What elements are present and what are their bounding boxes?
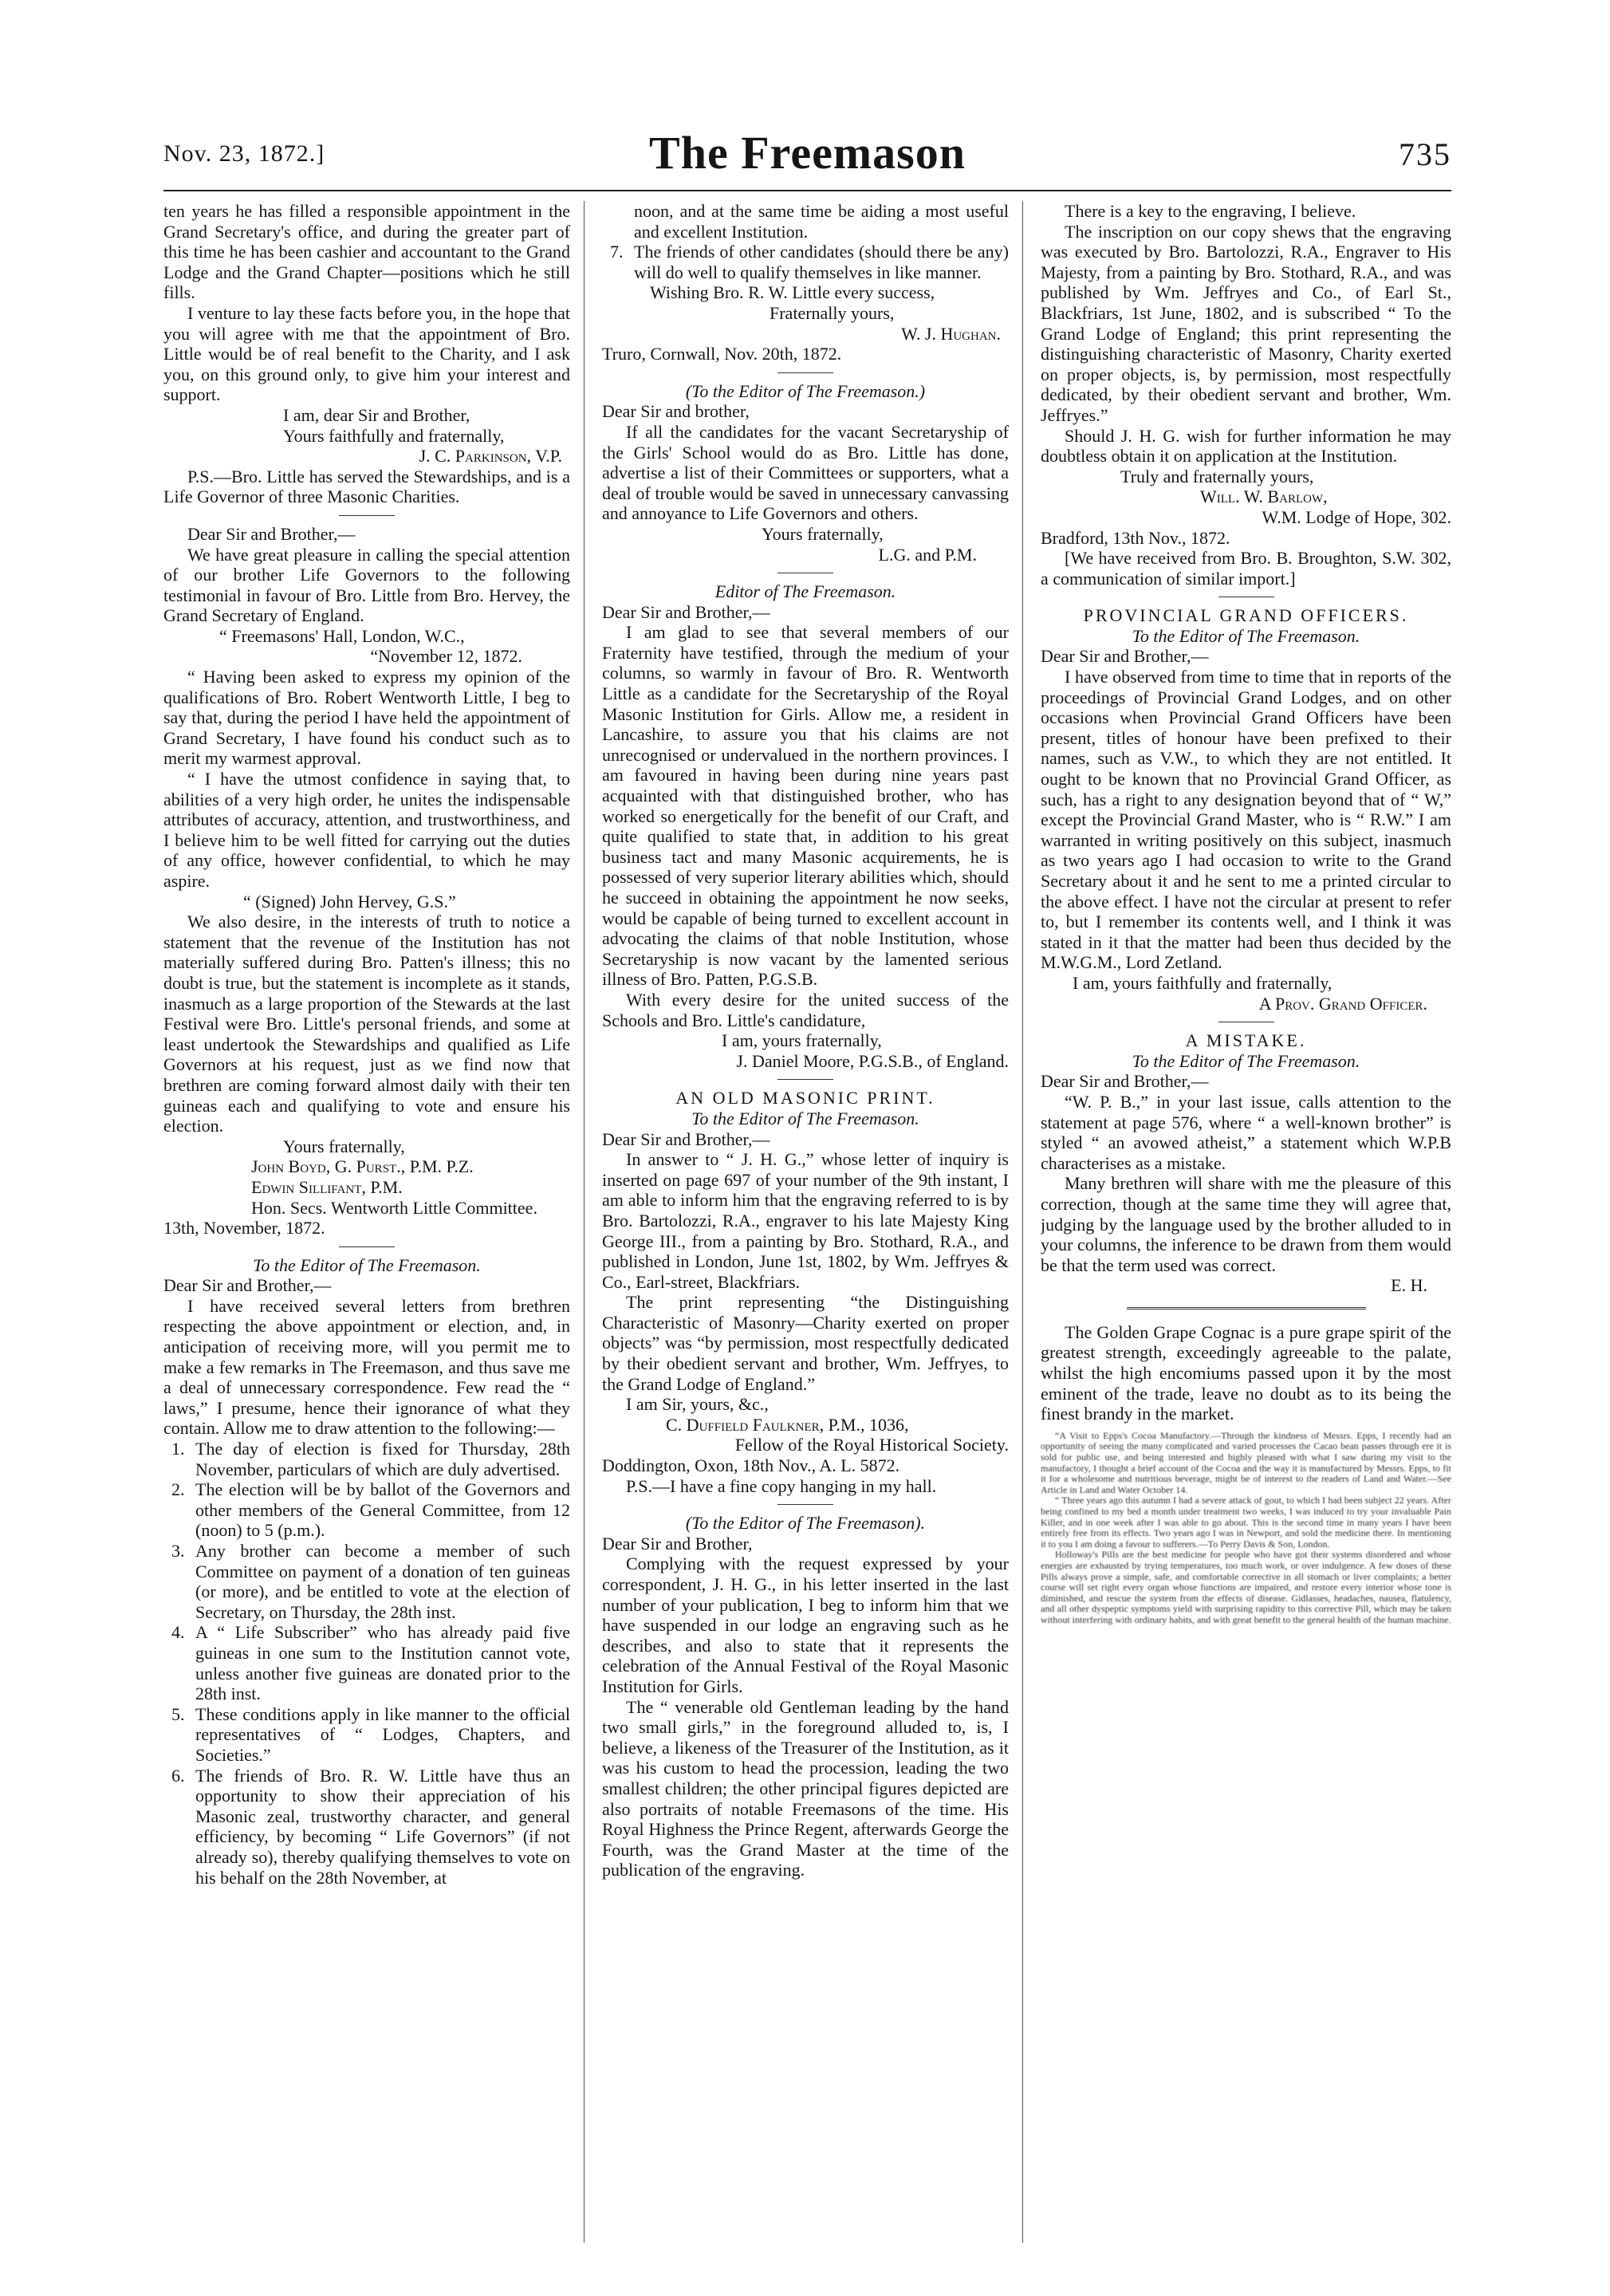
letter-paragraph: ten years he has filled a responsible appointment in the Grand Secretary's office, and during the greater part of this time he has been cashier and accountant to the Grand Lodge and the Grand Chapter—positions which he still fills. bbox=[163, 201, 570, 303]
issue-date: Nov. 23, 1872.] bbox=[163, 140, 325, 167]
list-item bbox=[163, 1439, 570, 1479]
list-number: 5. bbox=[171, 1703, 185, 1724]
letter-paragraph: We also desire, in the interests of truth to notice a statement that the revenue of the Institution has not materially suffered during Bro. Patten's illness; this no doubt is true, but the statement is incomplete as it stands, inasmuch as a large proportion of the Stewards at the last Festival were Bro. Little's personal friends, and some at least undertook the Stewardships and qualified as Life Governors at his request, just as we find now that brethren are coming forward almost daily with their ten guineas each and qualifying to vote and ensure his election. bbox=[163, 912, 570, 1136]
letter-paragraph: The inscription on our copy shews that the engraving was executed by Bro. Bartolozzi, R.A., Engraver to His Majesty, from a painting by Bro. Stothard, R.A., and was published by Wm. Jeffryes and Co., of Earl St., Blackfriars, 1st June, 1802, and is subscribed “ To the Grand Lodge of England; this print representing the distinguishing characteristic of Masonry, Charity exerted on proper objects, is, by permission, most respectfully dedicated, by their obedient servant and brother, Wm. Jeffryes.” bbox=[1041, 221, 1451, 425]
letter-closing: Truly and fraternally yours, bbox=[1120, 466, 1314, 486]
section-heading: PROVINCIAL GRAND OFFICERS. bbox=[1083, 605, 1409, 626]
letter-salutation: Dear Sir and Brother,— bbox=[1041, 646, 1209, 667]
letter-salutation: Dear Sir and Brother, bbox=[602, 1533, 753, 1554]
letter-closing: I am, yours faithfully and fraternally, bbox=[1073, 972, 1332, 993]
letter-salutation: Dear Sir and Brother,— bbox=[602, 1128, 770, 1149]
list-text: These conditions apply in like manner to the official representatives of “ Lodges, Chapters, and Societies.” bbox=[195, 1703, 570, 1765]
column-3 bbox=[1041, 201, 1451, 2243]
section-heading: AN OLD MASONIC PRINT. bbox=[675, 1088, 935, 1109]
letter-date: “November 12, 1872. bbox=[370, 646, 522, 667]
letter-salutation: Dear Sir and Brother,— bbox=[163, 1275, 332, 1296]
letter-salutation: Dear Sir and Brother,— bbox=[1041, 1071, 1209, 1092]
section-rule bbox=[339, 1246, 395, 1247]
letter-closing: I am Sir, yours, &c., bbox=[626, 1394, 769, 1415]
column-2 bbox=[602, 201, 1009, 2243]
section-rule bbox=[777, 372, 833, 373]
letter-signature: Hon. Secs. Wentworth Little Committee. bbox=[251, 1197, 537, 1218]
letter-paragraph: Many brethren will share with me the pleasure of this correction, though at the same time they will agree that, judging by the language used by the brother alluded to in your columns, the inference to be drawn from them would be that the term used was correct. bbox=[1041, 1173, 1451, 1275]
list-item bbox=[163, 1541, 570, 1622]
list-item bbox=[163, 1704, 570, 1766]
section-rule-double bbox=[1127, 1307, 1366, 1311]
letter-paragraph: There is a key to the engraving, I believe. bbox=[1065, 201, 1356, 221]
letter-signature: L.G. and P.M. bbox=[878, 544, 977, 565]
quoted-paragraph: “ I have the utmost confidence in saying that, to abilities of a very high order, he unites the indispensable attributes of accuracy, attention, and trustworthiness, and I believe him to be well fitted for carrying out the duties of any office, however confidential, to which he may aspire. bbox=[163, 769, 570, 891]
page-number: 735 bbox=[1399, 136, 1451, 172]
advertisement-fine-print: “A Visit to Epps's Cocoa Manufactory.—Through the kindness of Messrs. Epps, I recently had an opportunity of seeing the many complicated and varied processes the Cacao bean passes through ere it is sold for public use, and being interested and highly pleased with what I saw during my visit to the manufactory, I thought a brief account of the Cocoa and the way it is manufactured by Messrs. Epps, to fit it for a wholesome and nutritious beverage, might be of interest to the readers of Land and Water.—See Article in Land and Water October 14. bbox=[1041, 1429, 1451, 1495]
letter-salutation: Dear Sir and Brother,— bbox=[187, 523, 356, 544]
election-rules-list bbox=[163, 1439, 570, 1888]
letter-signature: Edwin Sillifant, P.M. bbox=[251, 1176, 403, 1197]
letter-paragraph: Should J. H. G. wish for further information he may doubtless obtain it on application at the Institution. bbox=[1041, 425, 1451, 467]
letter-signature: Fellow of the Royal Historical Society. bbox=[734, 1435, 1009, 1455]
letter-date: 13th, November, 1872. bbox=[163, 1218, 325, 1239]
editor-address: Editor of The Freemason. bbox=[714, 581, 896, 602]
letter-paragraph: The “ venerable old Gentleman leading by the hand two small girls,” in the foreground alluded to, is, I believe, a likeness of the Treasurer of the Institution, as it was his custom to head the procession, leading the two smallest children; the other principal figures depicted are also portraits of notable Freemasons of the time. His Royal Highness the Prince Regent, afterwards George the Fourth, was the Grand Master at the time of the publication of the engraving. bbox=[602, 1696, 1009, 1881]
column-1 bbox=[163, 201, 570, 2243]
letter-signature: W. J. Hughan. bbox=[901, 323, 1001, 344]
letter-place-date: Bradford, 13th Nov., 1872. bbox=[1041, 527, 1230, 548]
advertisement-fine-print: “ Three years ago this autumn I had a severe attack of gout, to which I had been subject 22 years. After being confined to my bed a month under treatment two weeks, I was induced to try your invaluable Pain Killer, and in one week after I was able to go about. This is the second time in many years I have been entirely free from its effects. Two years ago I was in Newport, and sold the medicine there. In mentioning it to you I am doing a favour to sufferers.—To Perry Davis & Son, London. bbox=[1041, 1495, 1451, 1550]
list-number: 2. bbox=[171, 1479, 185, 1500]
election-rules-list bbox=[602, 242, 1009, 282]
masthead-rule bbox=[163, 190, 1451, 191]
column-divider bbox=[584, 201, 585, 2243]
letter-closing: I am, dear Sir and Brother, bbox=[283, 404, 470, 425]
list-item bbox=[163, 1622, 570, 1703]
list-item bbox=[163, 1479, 570, 1541]
section-rule bbox=[777, 1504, 833, 1505]
list-item bbox=[602, 242, 1009, 282]
letter-closing: Wishing Bro. R. W. Little every success, bbox=[650, 282, 935, 303]
letter-postscript: P.S.—I have a fine copy hanging in my hall. bbox=[626, 1475, 937, 1496]
list-text: The friends of other candidates (should there be any) will do well to qualify themselves in like manner. bbox=[634, 242, 1009, 282]
letter-paragraph: Complying with the request expressed by your correspondent, J. H. G., in his letter inserted in the last number of your publication, I beg to inform him that we have suspended in our lodge an engraving such as he describes, and also to state that it represents the celebration of the Annual Festival of the Royal Masonic Institution for Girls. bbox=[602, 1554, 1009, 1696]
letter-closing: I am, yours fraternally, bbox=[722, 1030, 882, 1051]
letter-paragraph: With every desire for the united success of the Schools and Bro. Little's candidature, bbox=[602, 989, 1009, 1030]
letter-closing: Yours fraternally, bbox=[762, 523, 884, 544]
letter-address: “ Freemasons' Hall, London, W.C., bbox=[219, 625, 465, 646]
quoted-paragraph: “ Having been asked to express my opinion of the qualifications of Bro. Robert Wentworth Little, I beg to say that, during the period I have held the appointment of Grand Secretary, I have found his conduct such as to merit my warmest approval. bbox=[163, 667, 570, 769]
list-text: A “ Life Subscriber” who has already paid five guineas in one sum to the Institution cannot vote, unless another five guineas are donated prior to the 28th inst. bbox=[195, 1622, 570, 1704]
letter-paragraph: The print representing “the Distinguishing Characteristic of Masonry—Charity exerted on proper objects” was “by permission, most respectfully dedicated by their obedient servant and brother, Wm. Jeffryes, to the Grand Lodge of England.” bbox=[602, 1292, 1009, 1394]
letter-signature: C. Duffield Faulkner, P.M., 1036, bbox=[666, 1414, 909, 1435]
editor-address: To the Editor of The Freemason. bbox=[1132, 625, 1360, 646]
editor-address: To the Editor of The Freemason. bbox=[691, 1108, 919, 1128]
list-number: 1. bbox=[171, 1439, 185, 1459]
letter-paragraph: We have great pleasure in calling the special attention of our brother Life Governors to the following testimonial in favour of Bro. Little from Bro. Hervey, the Grand Secretary of England. bbox=[163, 544, 570, 626]
list-text: The election will be by ballot of the Governors and other members of the General Committee, from 12 (noon) to 5 (p.m.). bbox=[195, 1479, 570, 1541]
editor-address: (To the Editor of The Freemason). bbox=[685, 1513, 926, 1534]
list-continuation: noon, and at the same time be aiding a most useful and excellent Institution. bbox=[634, 201, 1009, 242]
letter-paragraph: I have received several letters from brethren respecting the above appointment or election, and, in anticipation of receiving more, will you permit me to make a few remarks in The Freemason, and thus save me a deal of unnecessary correspondence. Few read the “ laws,” I presume, hence their ignorance of what they contain. Allow me to draw attention to the following:— bbox=[163, 1295, 570, 1439]
list-number: 4. bbox=[171, 1622, 185, 1643]
column-divider bbox=[1022, 201, 1023, 2243]
letter-paragraph: I am glad to see that several members of our Fraternity have testified, through the medium of your columns, so warmly in favour of Bro. R. Wentworth Little as a candidate for the Secretaryship of the Royal Masonic Institution for Girls. Allow me, a resident in Lancashire, to assure you that his claims are not unrecognised or undervalued in the northern provinces. I am favoured in having been during nine years past acquainted with that distinguished brother, who has worked so energetically for the benefit of our Craft, and quite qualified to state that, in addition to his great business tact and many Masonic acquirements, he is possessed of very superior literary abilities which, should he succeed in obtaining the appointment he now seeks, would be capable of being turned to excellent account in advocating the claims of that noble Institution, whose Secretaryship is now vacant by the lamented serious illness of Bro. Patten, P.G.S.B. bbox=[602, 622, 1009, 990]
letter-paragraph: “W. P. B.,” in your last issue, calls attention to the statement at page 576, where “ a well-known brother” is styled “ an avowed atheist,” a statement which W.P.B characterises as a mistake. bbox=[1041, 1091, 1451, 1173]
advertisement-paragraph: The Golden Grape Cognac is a pure grape spirit of the greatest strength, exceedingly agreeable to the palate, whilst the high encomiums passed upon it by the most eminent of the trade, leave no doubt as to its being the finest brandy in the market. bbox=[1041, 1321, 1451, 1424]
letter-place-date: Doddington, Oxon, 18th Nov., A. L. 5872. bbox=[602, 1455, 900, 1476]
letter-place-date: Truro, Cornwall, Nov. 20th, 1872. bbox=[602, 344, 842, 364]
masthead bbox=[163, 126, 1451, 190]
editor-address: To the Editor of The Freemason. bbox=[1132, 1050, 1360, 1071]
publication-title: The Freemason bbox=[649, 127, 966, 179]
quoted-signature: “ (Signed) John Hervey, G.S.” bbox=[243, 891, 456, 912]
letter-signature: W.M. Lodge of Hope, 302. bbox=[1262, 506, 1451, 527]
letter-paragraph: I venture to lay these facts before you, in the hope that you will agree with me that the appointment of Bro. Little would be of real benefit to the Charity, and I ask you, on this ground only, to give him your interest and support. bbox=[163, 302, 570, 405]
section-rule bbox=[777, 1079, 833, 1080]
letter-signature: A Prov. Grand Officer. bbox=[1258, 993, 1427, 1014]
letter-paragraph: If all the candidates for the vacant Secretaryship of the Girls' School would do as Bro. Little has done, advertise a list of their Committees or supporters, what a deal of trouble would be saved in unnecessary canvassing and annoyance to Life Governors and others. bbox=[602, 421, 1009, 524]
section-rule bbox=[339, 515, 395, 516]
list-number: 6. bbox=[171, 1765, 185, 1786]
list-number: 3. bbox=[171, 1541, 185, 1561]
letter-signature: J. C. Parkinson, V.P. bbox=[419, 446, 562, 467]
section-heading: A MISTAKE. bbox=[1185, 1030, 1307, 1051]
letter-closing: Yours fraternally, bbox=[283, 1136, 405, 1156]
advertisement-fine-print: Holloway's Pills are the best medicine for people who have got their systems disordered and whose energies are exhausted by trying temperatures, too much work, or over indulgence. A few doses of these Pills always prove a simple, safe, and comfortable corrective in all stomach or liver complaints; a better course will set right every organ whose functions are impaired, and restore every interior whose tone is diminished, and rescue the system from the effects of disease. Gidlasses, headaches, nausea, flatulency, and all other dyspeptic symptoms yield with surprising rapidity to this corrective Pill, which may be taken without interfering with ordinary habits, and with great benefit to the general health of the human machine. bbox=[1041, 1549, 1451, 1625]
list-text: The day of election is fixed for Thursday, 28th November, particulars of which are duly advertised. bbox=[195, 1439, 570, 1479]
editor-note: [We have received from Bro. B. Broughton, S.W. 302, a communication of similar import.] bbox=[1041, 548, 1451, 589]
letter-salutation: Dear Sir and Brother,— bbox=[602, 601, 770, 622]
editor-address: (To the Editor of The Freemason.) bbox=[685, 380, 926, 401]
letter-signature: Will. W. Barlow, bbox=[1200, 486, 1328, 507]
letter-closing: Yours faithfully and fraternally, bbox=[283, 425, 505, 446]
letter-paragraph: I have observed from time to time that in reports of the proceedings of Provincial Grand Lodges, and on other occasions when Provincial Grand Officers have been present, titles of honour have been prefixed to their names, such as V.W., to which they are not entitled. It ought to be known that no Provincial Grand Officer, as such, has a right to any designation beyond that of “ W,” except the Provincial Grand Master, who is “ R.W.” I am warranted in writing positively on this subject, inasmuch as two years ago I had occasion to write to the Grand Secretary about it and he sent to me a printed circular to the above effect. I have not the circular at present to refer to, but I remember its contents well, and I think it was stated in it that the matter had been thus decided by the M.W.G.M., Lord Zetland. bbox=[1041, 667, 1451, 973]
list-number: 7. bbox=[610, 242, 624, 262]
list-text: The friends of Bro. R. W. Little have thus an opportunity to show their appreciation of his Masonic zeal, trustworthy character, and general efficiency, by becoming “ Life Governors” (if not already so), thereby qualifying themselves to vote on his behalf on the 28th November, at bbox=[195, 1765, 570, 1888]
letter-signature: J. Daniel Moore, P.G.S.B., of England. bbox=[736, 1050, 1009, 1071]
list-item bbox=[163, 1766, 570, 1888]
letter-signature: E. H. bbox=[1391, 1275, 1427, 1296]
letter-signature: John Boyd, G. Purst., P.M. P.Z. bbox=[251, 1156, 474, 1177]
letter-paragraph: In answer to “ J. H. G.,” whose letter of inquiry is inserted on page 697 of your number of the 9th instant, I am able to inform him that the engraving referred to is by Bro. Bartolozzi, R.A., engraver to his late Majesty King George III., from a painting by Bro. Stothard, R.A., and published in London, June 1st, 1802, by Wm. Jeffryes & Co., Earl-street, Blackfriars. bbox=[602, 1149, 1009, 1292]
letter-postscript: P.S.—Bro. Little has served the Stewardships, and is a Life Governor of three Masonic Charities. bbox=[163, 466, 570, 507]
list-text: Any brother can become a member of such Committee on payment of a donation of ten guineas (or more), and be entitled to vote at the election of Secretary, on Thursday, the 28th inst. bbox=[195, 1541, 570, 1622]
letter-salutation: Dear Sir and brother, bbox=[602, 401, 750, 422]
letter-closing: Fraternally yours, bbox=[770, 302, 895, 323]
editor-address: To the Editor of The Freemason. bbox=[253, 1254, 481, 1275]
